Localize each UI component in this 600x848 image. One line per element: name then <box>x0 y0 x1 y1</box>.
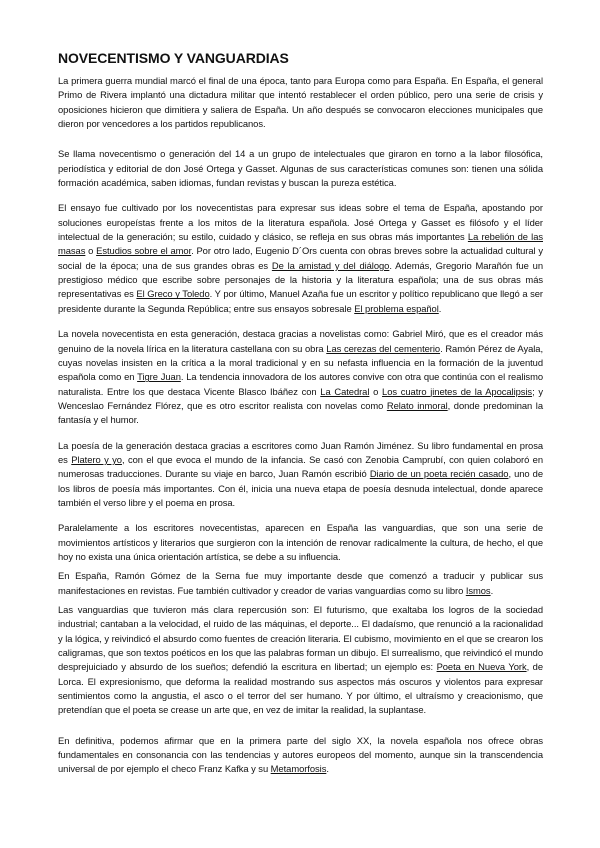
paragraph-historical-context: La primera guerra mundial marcó el final de una época, tanto para Europa como para España. En España, el general Primo de Rivera implantó una dictadura militar que intentó restablecer el orden público, pero una serie de crisis y oposiciones hicieron que dimitiera y saliera de España. Un año después se convocaron elecciones municipales que dieron por vencedores a los partidos republicanos. <box>58 75 543 130</box>
work-title: La rebelión de las masas <box>58 231 543 257</box>
work-title: Platero y yo <box>71 453 122 465</box>
paragraph-novecentismo-definition: Se llama novecentismo o generación del 14 a un grupo de intelectuales que giraron en torno a la labor filosófica, periodística y editorial de don José Ortega y Gasset. Algunas de sus características comunes son: tienen una sólida formación académica, saben idiomas, fundan revistas y buscan la pureza estética. <box>58 148 543 189</box>
document-page <box>58 50 543 788</box>
paragraph-vanguardias-list: Las vanguardias que tuvieron más clara repercusión son: El futurismo, que exaltaba los logros de la sociedad industrial; cantaban a la velocidad, el ruido de las máquinas, el deporte... El dadaísmo, que renunció a la racionalidad y la lógica, y reivindicó el absurdo como fuentes de creación literaria. El cubismo, movimiento en el que se crearon los caligramas, que son textos poéticos en los que las palabras forman un dibujo. El surrealismo, que reivindicó el mundo desprejuiciado y absurdo de los sueños; defendió la escritura en libertad; un ejemplo es: Poeta en Nueva York, de Lorca. El expresionismo, que deforma la realidad mostrando sus aspectos más oscuros y violentos para expresar sentimientos como la angustia, el asco o el terror del ser humano. Y por último, el ultraísmo y creacionismo, que pretendían que el poeta se crease un arte que, en vez de imitar la realidad, la suplantase. <box>58 604 544 716</box>
work-title: El problema español <box>354 302 439 314</box>
work-title: Relato inmoral <box>386 399 448 411</box>
paragraph-ensayo: El ensayo fue cultivado por los novecentistas para expresar sus ideas sobre el tema de España, apostando por soluciones europeístas frente a los mitos de la literatura española. José Ortega y Gasset es filósofo y el líder intelectual de la generación; su estilo, cuidado y clásico, se refleja en sus obras más importantes La rebelión de las masas o Estudios sobre el amor. Por otro lado, Eugenio D´Ors cuenta con obras breves sobre la actualidad cultural y social de la época; una de sus grandes obras es De la amistad y del diálogo. Además, Gregorio Marañón fue un prestigioso médico que escribe sobre personajes de la historia y la literatura española; una de sus obras más representativas es El Greco y Toledo. Y por último, Manuel Azaña fue un escritor y político republicano que llegó a ser presidente durante la Segunda República; entre sus ensayos sobresale El problema español. <box>58 202 544 314</box>
paragraph-novela: La novela novecentista en esta generación, destaca gracias a novelistas como: Gabriel Miró, que es el creador más genuino de la novela lírica en la literatura castellana con su obra Las cerezas del cementerio. Ramón Pérez de Ayala, cuyas novelas insisten en la crítica a la moral tradicional y en su nefasta influencia en la formación de la juventud española como en Tigre Juan. La tendencia innovadora de los autores convive con otra que continúa con el realismo naturalista. Entre los que destaca Vicente Blasco Ibáñez con La Catedral o Los cuatro jinetes de la Apocalipsis; y Wenceslao Fernández Flórez, que es otro escritor realista con novelas como Relato inmoral, donde predominan la fantasía y el humor. <box>58 328 544 426</box>
document-title: NOVECENTISMO Y VANGUARDIAS <box>58 50 289 66</box>
work-title: Los cuatro jinetes de la Apocalipsis <box>382 385 533 397</box>
work-title: Metamorfosis <box>270 763 327 775</box>
work-title: El Greco y Toledo <box>136 288 210 300</box>
paragraph-gomez-de-la-serna: En España, Ramón Gómez de la Serna fue muy importante desde que comenzó a traducir y publicar sus manifestaciones en revistas. Fue también cultivador y creador de varias vanguardias como su libro Ismos. <box>58 570 543 596</box>
work-title: Ismos <box>465 584 491 596</box>
work-title: Las cerezas del cementerio <box>326 342 441 354</box>
paragraph-poesia: La poesía de la generación destaca gracias a escritores como Juan Ramón Jiménez. Su libro fundamental en prosa es Platero y yo, con el que evoca el mundo de la infancia. Se casó con Zenobia Camprubí, con quien colaboró en numerosas traducciones. Durante su viaje en barco, Juan Ramón escribió Diario de un poeta recién casado, uno de los libros de poesía más importantes. Con él, inicia una nueva etapa de poesía desnuda intelectual, donde aparece también el verso libre y el poema en prosa. <box>58 439 544 508</box>
work-title: Diario de un poeta recién casado <box>369 468 509 480</box>
work-title: Poeta en Nueva York <box>436 661 527 673</box>
work-title: De la amistad y del diálogo <box>271 259 390 271</box>
paragraph-conclusion: En definitiva, podemos afirmar que en la primera parte del siglo XX, la novela española nos ofrece obras fundamentales en consonancia con las tendencias y autores europeos del momento, aunque sin la transcendencia universal de por ejemplo el checo Franz Kafka y su Metamorfosis. <box>58 734 543 775</box>
work-title: Tigre Juan <box>137 371 181 383</box>
paragraph-vanguardias-intro: Paralelamente a los escritores novecentistas, aparecen en España las vanguardias, que son una serie de movimientos artísticos y literarios que surgieron con la intención de renovar radicalmente la cultura, de hecho, el que hoy no exista una única orientación artística, se debe a su influencia. <box>58 522 543 562</box>
work-title: Estudios sobre el amor <box>96 245 192 257</box>
work-title: La Catedral <box>320 385 370 397</box>
